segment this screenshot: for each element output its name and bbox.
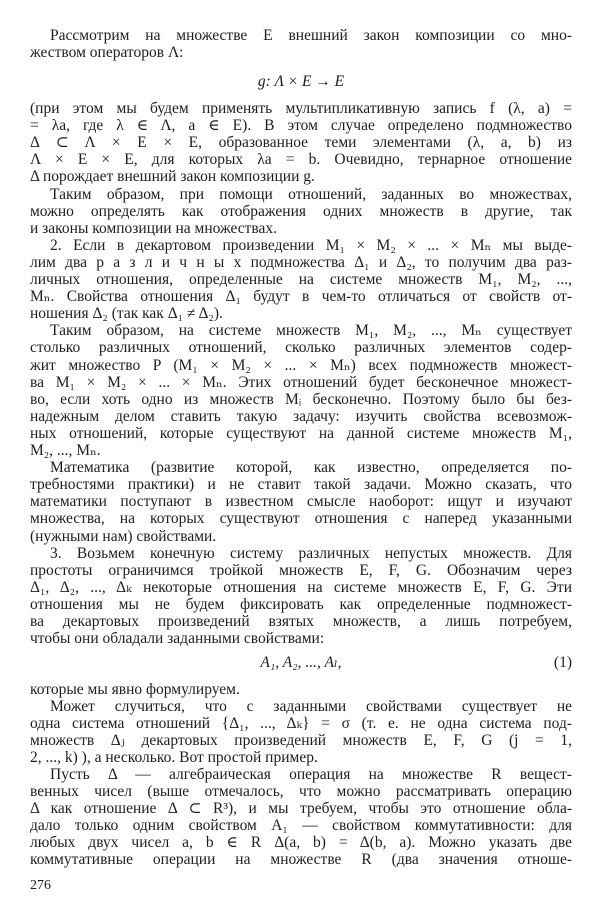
text-line: Δ как отношение Δ ⊂ R³), и мы требуем, чтобы это отношение обла- [30,800,572,817]
text-line: требностями практики) и не ставит такой задачи. Можно сказать, что [30,476,572,494]
text-line: столько различных отношений, сколько различных элементов содер- [30,339,572,357]
text-line: жеством операторов Λ: [30,44,184,61]
text-line: дало только одним свойством A₁ — свойством коммутативности: для [30,817,572,834]
text-line: Таким образом, на системе множеств M₁, M₂, ..., Mₙ существует [50,322,572,340]
equation-number: (1) [553,654,572,671]
text-line: личных отношения, определенные на системе множеств M₁, M₂, ..., [30,271,572,288]
text-line: (при этом мы будем применять мультипликативную запись f (λ, a) = [30,100,572,117]
page-number: 276 [30,878,51,893]
text-line: лим два р а з л и ч н ы х подмножества Δ₁ и Δ₂, то получим два раз- [30,253,572,271]
text-line: Таким образом, при помощи отношений, заданных во множествах, [50,185,572,203]
text-line: Рассмотрим на множестве E внешний закон композиции со мно- [50,27,572,44]
text-line: Mₙ. Свойства отношения Δ₁ будут в чем-то отличаться от свойств от- [30,288,572,306]
text-line: ношения Δ₂ (так как Δ₁ ≠ Δ₂). [30,305,223,323]
text-line: Может случиться, что с заданными свойствами существует не [50,698,572,715]
text-line: Λ × E × E, для которых λa = b. Очевидно, тернарное отношение [30,151,572,169]
text-line: венных чисел (выше отмечалось, что можно рассматривать операцию [30,783,572,800]
text-line: Пусть Δ — алгебраическая операция на множестве R вещест- [50,766,572,783]
text-line: ных отношений, которые существуют на данной системе множеств M₁, [30,424,572,442]
text-line: M₂, ..., Mₙ. [30,442,101,459]
text-line: простоты ограничимся тройкой множеств E, F, G. Обозначим через [30,561,572,579]
text-line: множеств Δⱼ декартовых произведений множеств E, F, G (j = 1, [30,732,572,749]
text-line: чтобы они обладали заданными свойствами: [30,630,325,648]
text-line: математики поступают в известном смысле наоборот: ищут и изучают [30,493,572,511]
text-line: = λa, где λ ∈ Λ, a ∈ E). В этом случае определено подмножество [30,117,572,135]
text-line: которые мы явно формулируем. [30,681,240,698]
text-line: и законы композиции на множествах. [30,219,278,237]
text-line: жит множество P (M₁ × M₂ × ... × Mₙ) всех подмножеств множест- [30,356,572,374]
display-formula: g: Λ × E → E [257,73,345,90]
text-line: отношения мы не будем фиксировать как определенные подмножест- [30,595,572,613]
text-line: Δ ⊂ Λ × E × E, образованное теми элементами (λ, a, b) из [30,134,572,152]
text-line: множества, на которых существуют отношения с наперед указанными [30,510,572,528]
text-line: во, если хоть одно из множеств Mᵢ бесконечно. Поэтому было бы без- [30,390,572,408]
text-line: ва M₁ × M₂ × ... × Mₙ. Этих отношений будет бесконечное множест- [30,373,572,391]
text-line: Δ₁, Δ₂, ..., Δₖ некоторые отношения на системе множеств E, F, G. Эти [30,578,572,596]
text-line: одна система отношений {Δ₁, ..., Δₖ} = σ (т. е. не одна система под- [30,715,572,732]
text-line: можно определять как отображения одних множеств в другие, так [30,202,572,220]
text-line: 2. Если в декартовом произведении M₁ × M₂ × ... × Mₙ мы выде- [50,236,572,254]
text-line: Математика (развитие которой, как известно, определяется по- [50,459,572,477]
text-line: 2, ..., k) ), а несколько. Вот простой пример. [30,749,318,766]
text-line: 3. Возьмем конечную систему различных непустых множеств. Для [50,544,572,562]
text-line: Δ порождает внешний закон композиции g. [30,168,315,186]
display-formula: A₁, A₂, ..., Aₗ, [260,654,342,671]
text-line: коммутативные операции на множестве R (два значения отноше- [30,851,572,868]
text-line: любых двух чисел a, b ∈ R Δ(a, b) = Δ(b, a). Можно указать две [30,834,572,851]
text-line: ва декартовых произведений взятых множеств, а лишь потребуем, [30,613,572,630]
text-line: надежным делом ставить такую задачу: изучить свойства всевозмож- [30,407,572,425]
text-line: (нужными нам) свойствами. [30,527,217,545]
